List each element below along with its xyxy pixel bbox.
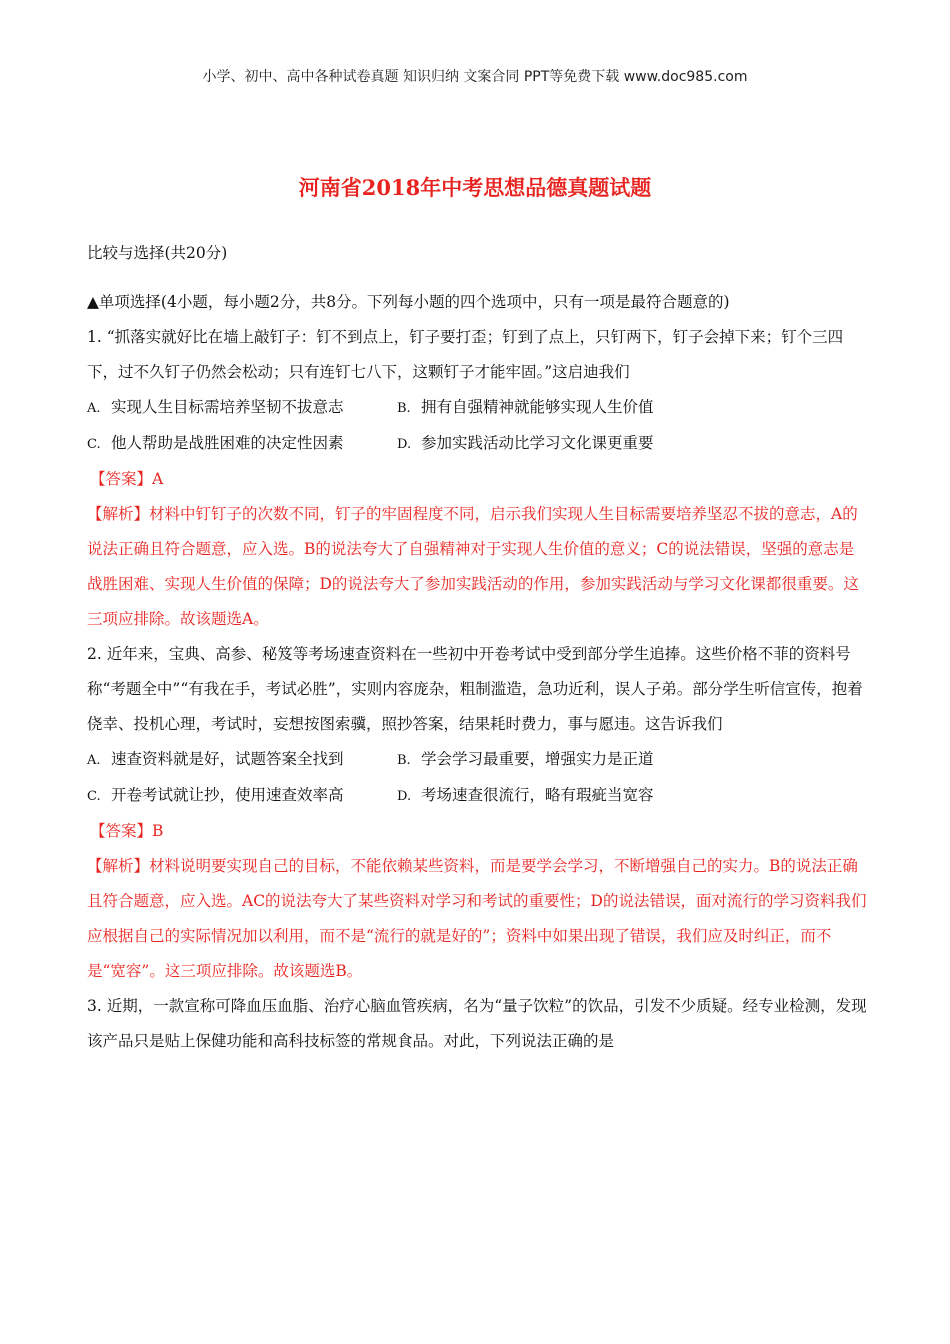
option-d-text: 参加实践活动比学习文化课更重要 — [421, 434, 654, 452]
option-c-label: C. — [87, 437, 101, 452]
option-a-text: 实现人生目标需培养坚韧不拔意志 — [111, 398, 344, 416]
question-2-answer: 【答案】B — [90, 822, 164, 840]
option-b-label: B. — [397, 401, 411, 416]
option-a — [87, 390, 397, 426]
question-1-options-cd — [87, 426, 867, 462]
question-2-analysis: 【解析】材料说明要实现自己的目标，不能依赖某些资料，而是要学会学习，不断增强自己的实力。B的说法正确且符合题意，应入选。AC的说法夸大了某些资料对学习和考试的重要性；D的说法错误，面对流行的学习资料我们应根据自己的实际情况加以利用，而不是“流行的就是好的”；资料中如果出现了错误，我们应及时纠正，而不是“宽容”。这三项应排除。故该题选B。 — [87, 857, 867, 980]
option-c-text: 他人帮助是战胜困难的决定性因素 — [111, 434, 344, 452]
instruction: ▲单项选择(4小题，每小题2分，共8分。下列每小题的四个选项中，只有一项是最符合题意的) — [87, 293, 730, 311]
option-b — [397, 742, 654, 778]
section-title: 比较与选择(共20分) — [87, 244, 228, 262]
option-d — [397, 426, 654, 462]
option-a — [87, 742, 397, 778]
option-a-text: 速查资料就是好，试题答案全找到 — [111, 750, 344, 768]
option-d — [397, 778, 654, 814]
question-1-analysis: 【解析】材料中钉钉子的次数不同，钉子的牢固程度不同，启示我们实现人生目标需要培养坚忍不拔的意志，A的说法正确且符合题意，应入选。B的说法夸大了自强精神对于实现人生价值的意义；C的说法错误，坚强的意志是战胜困难、实现人生价值的保障；D的说法夸大了参加实践活动的作用，参加实践活动与学习文化课都很重要。这三项应排除。故该题选A。 — [87, 505, 859, 628]
page-header: 小学、初中、高中各种试卷真题 知识归纳 文案合同 PPT等免费下载 www.doc985.com — [202, 69, 748, 85]
question-2-options-cd — [87, 778, 867, 814]
question-3-stem: 3. 近期，一款宣称可降血压血脂、治疗心脑血管疾病，名为“量子饮粒”的饮品，引发不少质疑。经专业检测，发现该产品只是贴上保健功能和高科技标签的常规食品。对此，下列说法正确的是 — [87, 997, 867, 1050]
question-2-options-ab — [87, 742, 867, 778]
option-b-text: 学会学习最重要，增强实力是正道 — [421, 750, 654, 768]
option-a-label: A. — [87, 401, 101, 416]
question-1-stem: 1. “抓落实就好比在墙上敲钉子：钉不到点上，钉子要打歪；钉到了点上，只钉两下，钉子会掉下来；钉个三四下，过不久钉子仍然会松动；只有连钉七八下，这颗钉子才能牢固。”这启迪我们 — [87, 328, 844, 381]
question-1-answer: 【答案】A — [90, 470, 164, 488]
option-c-text: 开卷考试就让抄，使用速查效率高 — [111, 786, 344, 804]
question-2-stem: 2. 近年来，宝典、高参、秘笈等考场速查资料在一些初中开卷考试中受到部分学生追捧。这些价格不菲的资料号称“考题全中”“有我在手，考试必胜”，实则内容庞杂，粗制滥造，急功近利，误人子弟。部分学生听信宣传，抱着侥幸、投机心理，考试时，妄想按图索骥，照抄答案，结果耗时费力，事与愿违。这告诉我们 — [87, 645, 863, 733]
option-a-label: A. — [87, 753, 101, 768]
option-c-label: C. — [87, 789, 101, 804]
option-c — [87, 778, 397, 814]
option-b-label: B. — [397, 753, 411, 768]
question-1-options-ab — [87, 390, 867, 426]
option-b-text: 拥有自强精神就能够实现人生价值 — [421, 398, 654, 416]
option-b — [397, 390, 654, 426]
option-c — [87, 426, 397, 462]
option-d-label: D. — [397, 437, 412, 452]
document-body — [87, 236, 867, 1059]
option-d-label: D. — [397, 789, 412, 804]
page-title: 河南省2018年中考思想品德真题试题 — [298, 175, 652, 200]
option-d-text: 考场速查很流行，略有瑕疵当宽容 — [421, 786, 654, 804]
